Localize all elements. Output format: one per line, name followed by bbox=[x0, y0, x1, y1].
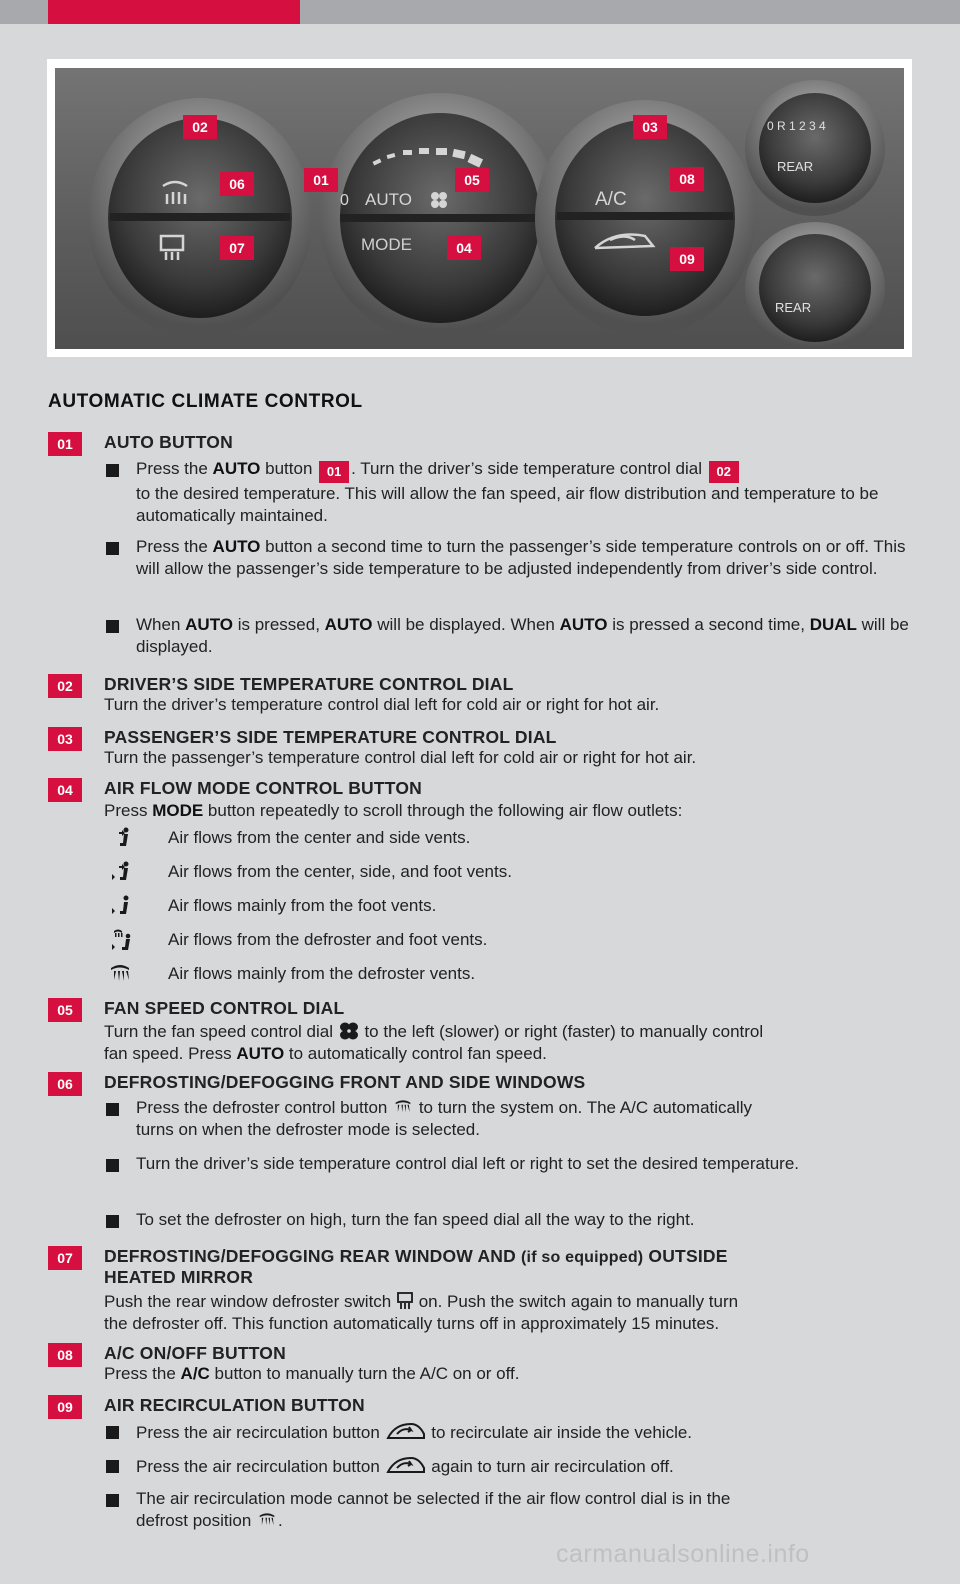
passenger-dial-text: Turn the passenger’s temperature control dial left for cold air or right for hot air. bbox=[104, 748, 697, 767]
callout-05: 05 bbox=[455, 168, 489, 192]
inline-badge-01: 01 bbox=[319, 461, 349, 483]
callout-01: 01 bbox=[304, 168, 338, 192]
recirculation-icon bbox=[385, 1454, 427, 1476]
vent-face-icon bbox=[104, 826, 134, 850]
inline-badge-02: 02 bbox=[709, 461, 739, 483]
fan-icon bbox=[338, 1021, 360, 1041]
panel-rear-scale: 0 R 1 2 3 4 bbox=[767, 119, 826, 133]
rear-defrost-text: Push the rear window defroster switch on. Push the switch again to manually turn the defroster off. This function automatically turns off in approximately 15 minutes. bbox=[104, 1292, 739, 1333]
mode-row: Air flows mainly from the foot vents. bbox=[104, 894, 804, 918]
callout-04: 04 bbox=[447, 236, 481, 260]
heading-auto-button: AUTO BUTTON bbox=[104, 432, 233, 452]
heading-ac-button: A/C ON/OFF BUTTON bbox=[104, 1343, 286, 1363]
air-flow-mode-text: Press MODE button repeatedly to scroll through the following air flow outlets: bbox=[104, 801, 683, 820]
defrost-icon bbox=[256, 1510, 278, 1530]
panel-rear-top: REAR bbox=[777, 159, 814, 174]
badge-01: 01 bbox=[48, 432, 82, 456]
defrost-icon bbox=[104, 962, 134, 986]
mode-row: Air flows mainly from the defroster vents. bbox=[104, 962, 804, 986]
heading-passenger-dial: PASSENGER’S SIDE TEMPERATURE CONTROL DIAL bbox=[104, 727, 557, 747]
badge-02: 02 bbox=[48, 674, 82, 698]
heading-rear-defrost: DEFROSTING/DEFOGGING REAR WINDOW AND (if so equipped) OUTSIDE HEATED MIRROR bbox=[104, 1246, 728, 1287]
svg-text:0: 0 bbox=[340, 192, 349, 209]
callout-09: 09 bbox=[670, 247, 704, 271]
watermark: carmanualsonline.info bbox=[556, 1540, 810, 1568]
callout-06: 06 bbox=[220, 172, 254, 196]
photo-area bbox=[55, 68, 904, 349]
callout-03: 03 bbox=[633, 115, 667, 139]
vent-defrost-foot-icon bbox=[104, 928, 134, 952]
top-bar bbox=[0, 0, 960, 24]
mode-row: Air flows from the defroster and foot vents. bbox=[104, 928, 804, 952]
heading-front-defrost: DEFROSTING/DEFOGGING FRONT AND SIDE WINDOWS bbox=[104, 1072, 586, 1092]
badge-09: 09 bbox=[48, 1395, 82, 1419]
fan-speed-text: Turn the fan speed control dial to the left (slower) or right (faster) to manually control fan speed. Press AUTO to automatically control fan speed. bbox=[104, 1022, 764, 1063]
mode-row: Air flows from the center and side vents. bbox=[104, 826, 804, 850]
panel-mode-label: MODE bbox=[361, 235, 412, 254]
ac-text: Press the A/C button to manually turn the A/C on or off. bbox=[104, 1364, 520, 1383]
callout-07: 07 bbox=[220, 236, 254, 260]
badge-04: 04 bbox=[48, 778, 82, 802]
panel-auto-label: AUTO bbox=[365, 190, 412, 209]
heading-fan-speed: FAN SPEED CONTROL DIAL bbox=[104, 998, 345, 1018]
rear-temp-dial bbox=[759, 234, 871, 342]
panel-illustration bbox=[55, 68, 904, 349]
badge-06: 06 bbox=[48, 1072, 82, 1096]
rear-fan-dial bbox=[759, 93, 871, 203]
climate-panel-photo bbox=[47, 59, 912, 357]
mode-row: Air flows from the center, side, and foot vents. bbox=[104, 860, 804, 884]
callout-08: 08 bbox=[670, 167, 704, 191]
callout-02: 02 bbox=[183, 115, 217, 139]
badge-05: 05 bbox=[48, 998, 82, 1022]
top-bar-accent bbox=[48, 0, 300, 24]
vent-bilevel-icon bbox=[104, 860, 134, 884]
heading-air-flow-mode: AIR FLOW MODE CONTROL BUTTON bbox=[104, 778, 422, 798]
heading-driver-dial: DRIVER’S SIDE TEMPERATURE CONTROL DIAL bbox=[104, 674, 514, 694]
rear-defrost-icon bbox=[396, 1291, 414, 1311]
vent-foot-icon bbox=[104, 894, 134, 918]
heading-recirculation: AIR RECIRCULATION BUTTON bbox=[104, 1395, 365, 1415]
badge-08: 08 bbox=[48, 1343, 82, 1367]
badge-07: 07 bbox=[48, 1246, 82, 1270]
section-title: AUTOMATIC CLIMATE CONTROL bbox=[48, 391, 363, 412]
driver-dial-text: Turn the driver’s temperature control dial left for cold air or right for hot air. bbox=[104, 695, 660, 714]
badge-03: 03 bbox=[48, 727, 82, 751]
recirculation-icon bbox=[385, 1420, 427, 1442]
panel-ac-label: A/C bbox=[595, 189, 627, 210]
defrost-icon bbox=[392, 1097, 414, 1117]
panel-rear-bottom: REAR bbox=[775, 300, 812, 315]
